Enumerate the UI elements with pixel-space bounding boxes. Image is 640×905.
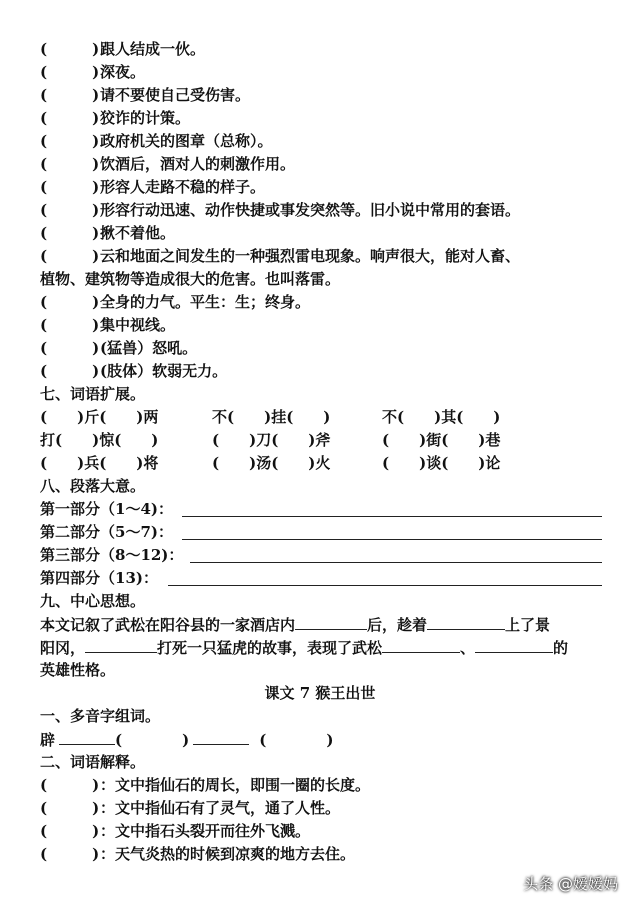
definition-item: ( )：文中指石头裂开而往外飞溅。 <box>40 822 311 840</box>
definition-item: ( )政府机关的图章（总称）。 <box>40 132 273 150</box>
word-expansion-item: 不( )挂( ) <box>212 408 331 426</box>
answer-blank[interactable] <box>85 636 157 653</box>
polyphone-row: 辟 ( ) ( ) <box>40 728 610 751</box>
definition-item: ( )形容人走路不稳的样子。 <box>40 178 266 196</box>
lesson-title: 课文 7 猴王出世 <box>264 684 376 702</box>
definition-item: ( )：天气炎热的时候到凉爽的地方去住。 <box>40 845 356 863</box>
answer-blank[interactable] <box>168 569 602 586</box>
definition-item: ( )集中视线。 <box>40 316 176 334</box>
word-expansion-item: ( )兵( )将 <box>40 454 159 472</box>
definition-item: ( )深夜。 <box>40 63 146 81</box>
summary-line: 本文记叙了武松在阳谷县的一家酒店内 后，趁着 上了景 <box>40 613 610 636</box>
section-heading: 二、词语解释。 <box>40 753 146 771</box>
summary-line: 英雄性格。 <box>40 661 116 679</box>
definition-item: ( )云和地面之间发生的一种强烈雷电现象。响声很大，能对人畜、 <box>40 247 521 265</box>
word-expansion-item: ( )斤( )两 <box>40 408 159 426</box>
paragraph-part-row: 第二部分（5～7)： <box>40 521 610 543</box>
answer-blank[interactable] <box>190 546 602 563</box>
definition-item: ( )(肢体）软弱无力。 <box>40 362 228 380</box>
paragraph-part-row: 第一部分（1～4)： <box>40 498 610 520</box>
watermark: 头条 @嫒嫒妈 <box>523 875 618 893</box>
answer-blank[interactable] <box>182 523 602 540</box>
definition-item: ( )请不要使自己受伤害。 <box>40 86 251 104</box>
answer-blank[interactable] <box>475 636 553 653</box>
answer-blank[interactable] <box>193 728 249 745</box>
answer-blank[interactable] <box>295 613 367 630</box>
paragraph-part-row: 第三部分（8～12)： <box>40 544 610 566</box>
word-expansion-item: 不( )其( ) <box>382 408 501 426</box>
definition-item: ( )饮酒后，酒对人的刺激作用。 <box>40 155 296 173</box>
section-heading: 八、段落大意。 <box>40 477 146 495</box>
word-expansion-item: ( )汤( )火 <box>212 454 331 472</box>
word-expansion-item: ( )刀( )斧 <box>212 431 331 449</box>
definition-item: ( )狡诈的计策。 <box>40 109 191 127</box>
definition-item: ( )形容行动迅速、动作快捷或事发突然等。旧小说中常用的套语。 <box>40 201 521 219</box>
definition-item: ( )：文中指仙石的周长，即围一圈的长度。 <box>40 776 371 794</box>
section-heading: 一、多音字组词。 <box>40 707 161 725</box>
word-expansion-item: ( )街( )巷 <box>382 431 501 449</box>
answer-blank[interactable] <box>182 500 602 517</box>
definition-item: ( )(猛兽）怒吼。 <box>40 339 198 357</box>
word-expansion-item: 打( )惊( ) <box>40 431 159 449</box>
answer-blank[interactable] <box>382 636 460 653</box>
section-heading: 九、中心思想。 <box>40 592 146 610</box>
definition-item-continuation: 植物、建筑物等造成很大的危害。也叫落雷。 <box>40 270 341 288</box>
definition-item: ( )：文中指仙石有了灵气，通了人性。 <box>40 799 341 817</box>
definition-item: ( )揪不着他。 <box>40 224 176 242</box>
paragraph-part-row: 第四部分（13)： <box>40 567 610 589</box>
definition-item: ( )全身的力气。平生：生；终身。 <box>40 293 311 311</box>
word-expansion-item: ( )谈( )论 <box>382 454 501 472</box>
answer-blank[interactable] <box>427 613 505 630</box>
summary-line: 阳冈， 打死一只猛虎的故事，表现了武松 、 的 <box>40 636 610 659</box>
section-heading: 七、词语扩展。 <box>40 385 146 403</box>
definition-item: ( )跟人结成一伙。 <box>40 40 206 58</box>
answer-blank[interactable] <box>59 728 115 745</box>
